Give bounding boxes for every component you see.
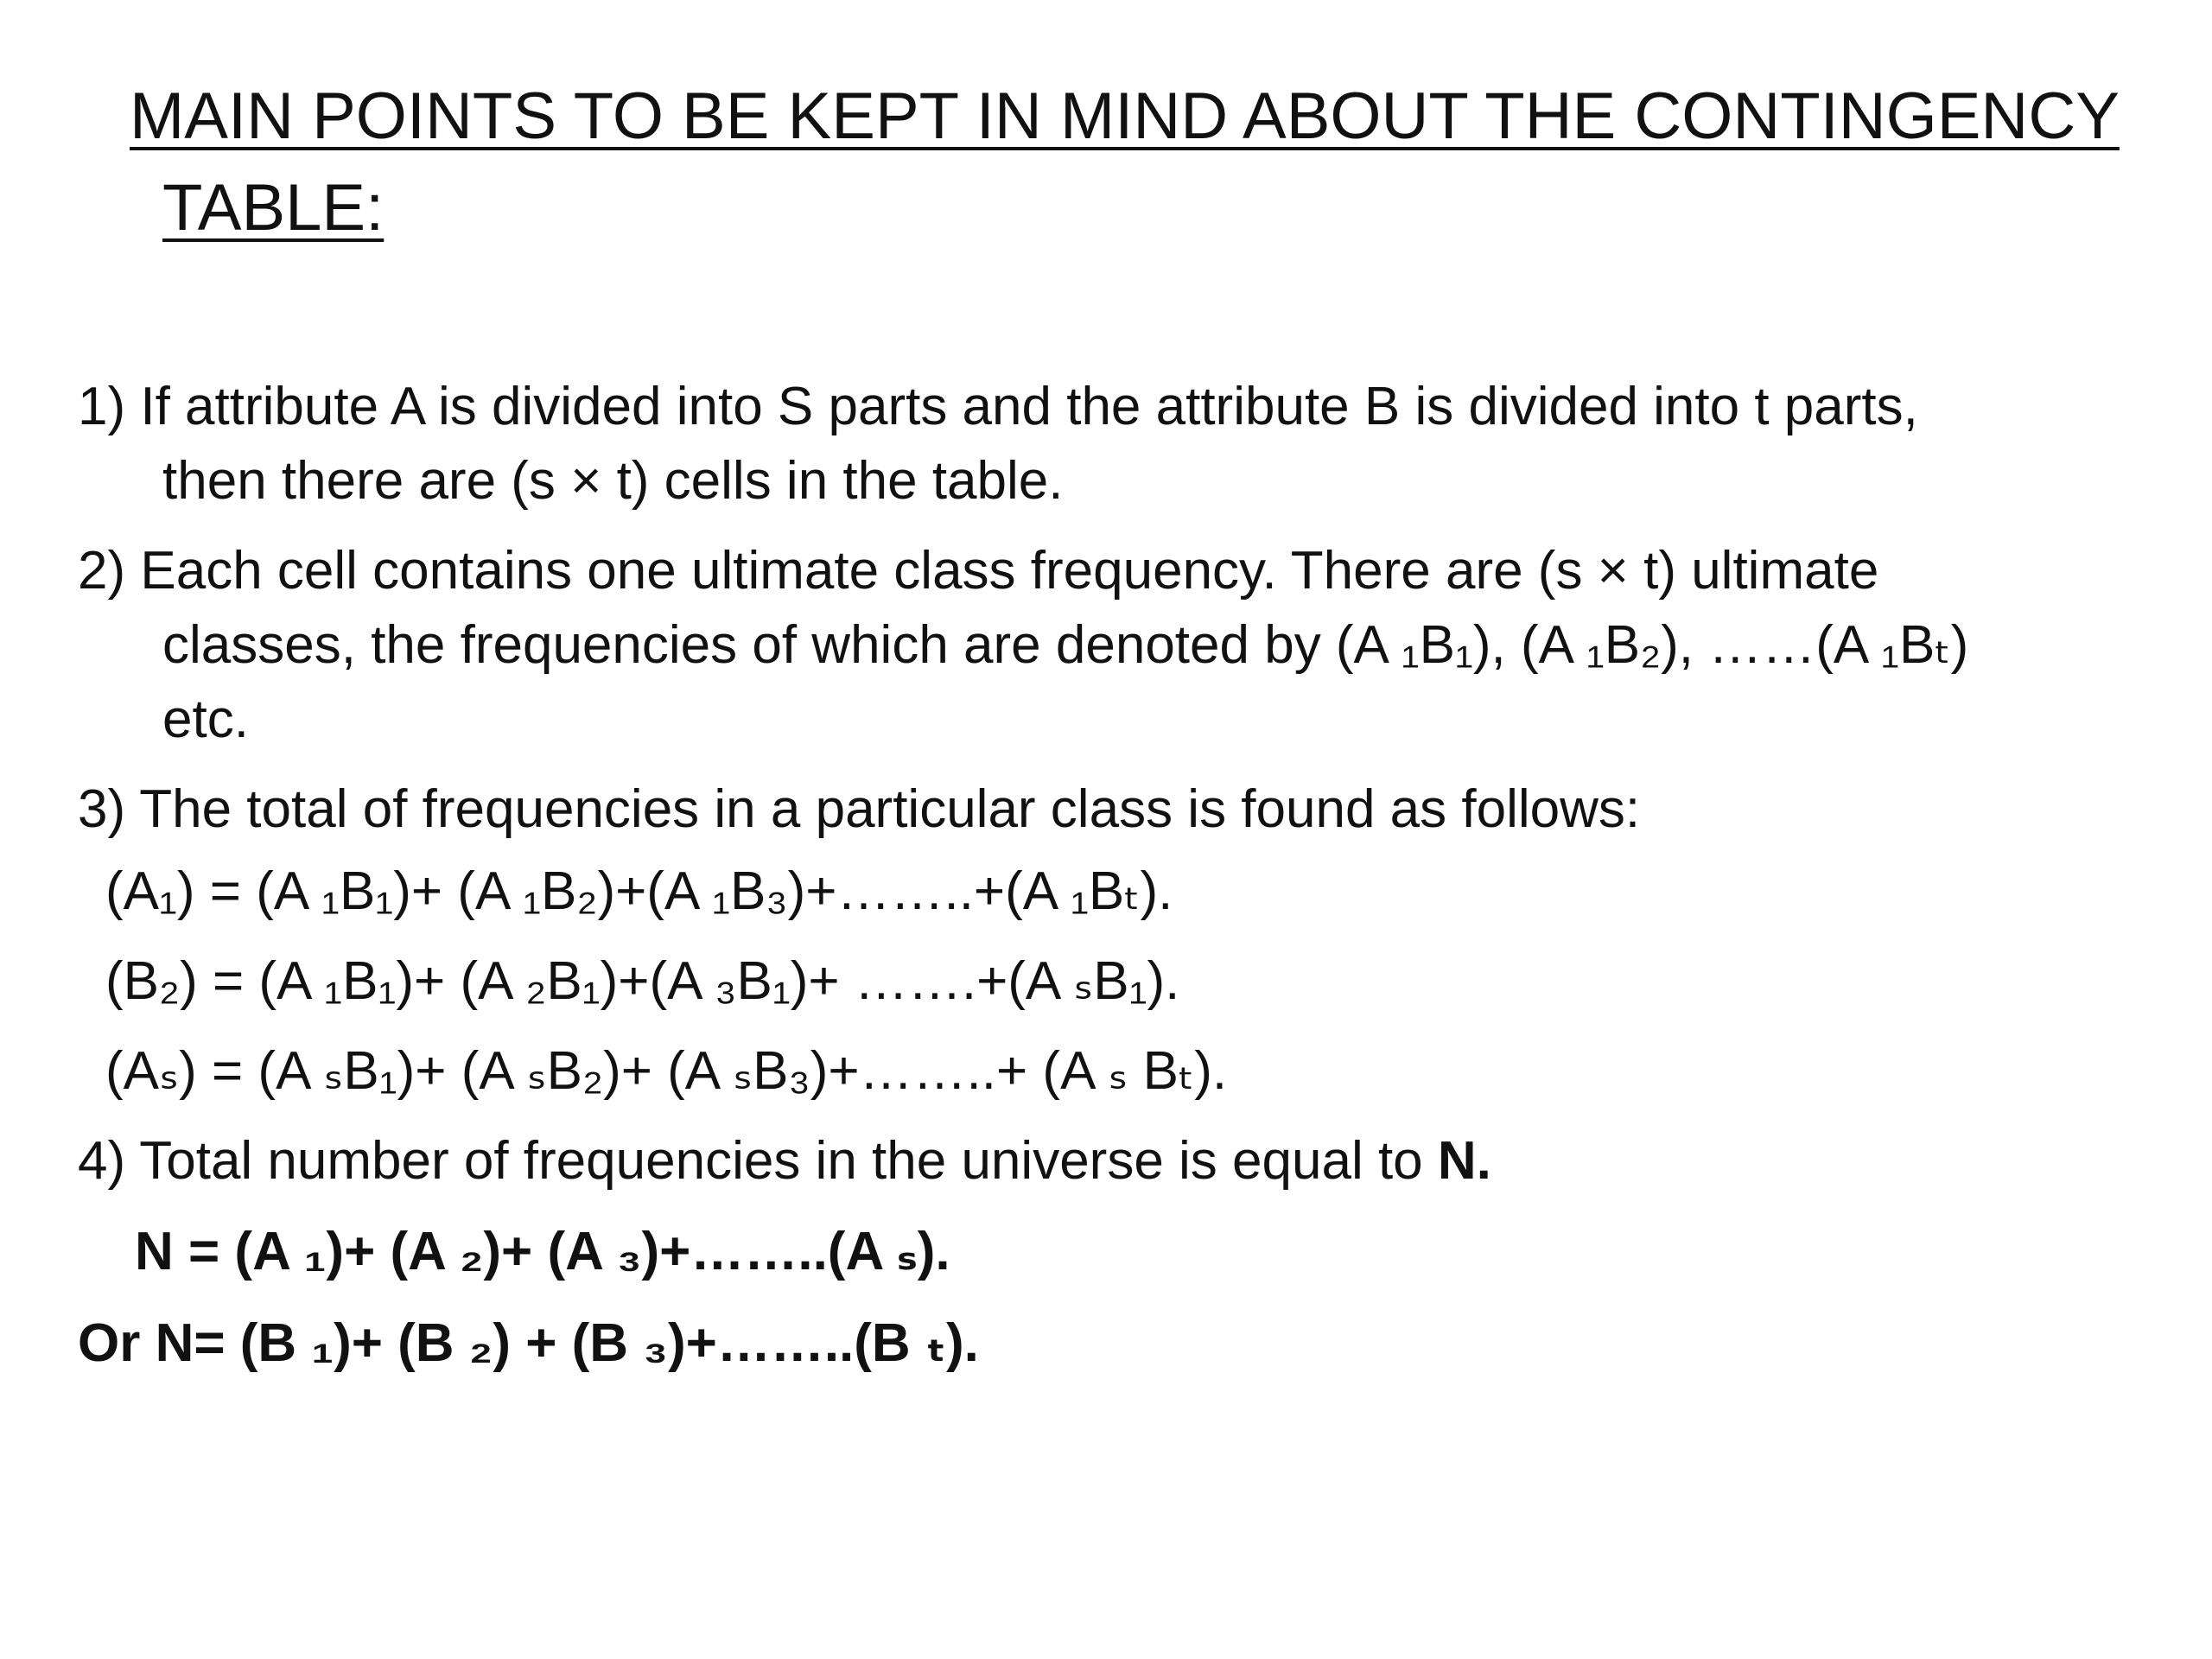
point-4-equation-1: N = (A ₁)+ (A ₂)+ (A ₃)+……..(A ₛ). bbox=[135, 1222, 950, 1281]
point-1-line-1: 1) If attribute A is divided into S parts and the attribute B is divided into t parts, bbox=[78, 377, 1918, 436]
point-4-n-symbol: N. bbox=[1437, 1131, 1491, 1191]
point-3-line-1: 3) The total of frequencies in a particular class is found as follows: bbox=[78, 779, 1641, 839]
point-2-line-3: etc. bbox=[162, 690, 249, 749]
slide-title bbox=[130, 71, 2120, 254]
title-line-1: MAIN POINTS TO BE KEPT IN MIND ABOUT THE CONTINGENCY bbox=[130, 79, 2120, 153]
point-3 bbox=[78, 772, 2169, 847]
point-4-line-1: 4) Total number of frequencies in the universe is equal to bbox=[78, 1131, 1438, 1191]
point-2-line-2: classes, the frequencies of which are denoted by (A ₁B₁), (A ₁B₂), ……(A ₁Bₜ) bbox=[162, 615, 1969, 675]
point-3-equation-3: (Aₛ) = (A ₛB₁)+ (A ₛB₂)+ (A ₛB₃)+……..+ (A ₛ Bₜ). bbox=[105, 1041, 1228, 1101]
point-4-equation-2: Or N= (B ₁)+ (B ₂) + (B ₃)+……..(B ₜ). bbox=[78, 1313, 979, 1373]
point-1 bbox=[78, 370, 2169, 518]
point-2 bbox=[78, 534, 2169, 757]
point-4 bbox=[78, 1116, 2169, 1206]
slide-body bbox=[78, 370, 2169, 1389]
point-1-line-2: then there are (s × t) cells in the table. bbox=[162, 451, 1064, 511]
point-2-line-1: 2) Each cell contains one ultimate class frequency. There are (s × t) ultimate bbox=[78, 541, 1879, 601]
title-line-2: TABLE: bbox=[162, 171, 385, 245]
point-3-equation-1: (A₁) = (A ₁B₁)+ (A ₁B₂)+(A ₁B₃)+……..+(A ₁Bₜ). bbox=[105, 861, 1173, 921]
point-3-equation-2: (B₂) = (A ₁B₁)+ (A ₂B₁)+(A ₃B₁)+ …….+(A ₛB₁). bbox=[105, 951, 1180, 1011]
